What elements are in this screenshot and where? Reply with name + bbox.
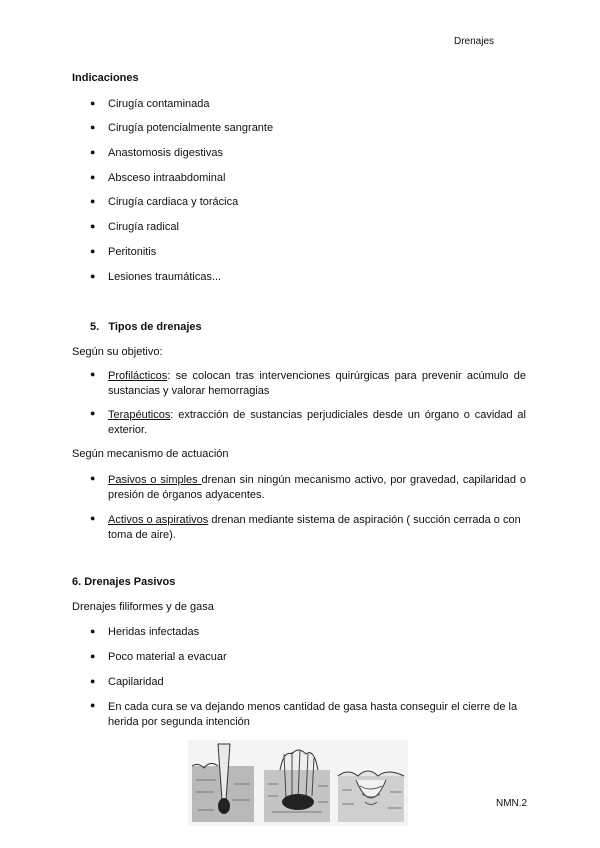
- term-pasivos: Pasivos o simples: [108, 474, 202, 486]
- term-activos: Activos o aspirativos: [108, 514, 209, 526]
- mecanismo-label: Según mecanismo de actuación: [72, 448, 229, 460]
- section-title-indicaciones: Indicaciones: [72, 72, 139, 84]
- pasivos-subtitle: Drenajes filiformes y de gasa: [72, 601, 214, 613]
- wound-healing-figure: [338, 771, 404, 822]
- term-profilacticos: Profilácticos: [108, 370, 168, 382]
- term-terapeuticos: Terapéuticos: [108, 409, 171, 421]
- drainage-illustration: [188, 740, 408, 826]
- page-number: NMN.2: [496, 798, 528, 809]
- objetivo-label: Según su objetivo:: [72, 346, 163, 358]
- page-header: Drenajes: [454, 36, 495, 47]
- section-title-pasivos: 6. Drenajes Pasivos: [72, 576, 176, 588]
- section-title-tipos: 5. Tipos de drenajes: [90, 321, 202, 333]
